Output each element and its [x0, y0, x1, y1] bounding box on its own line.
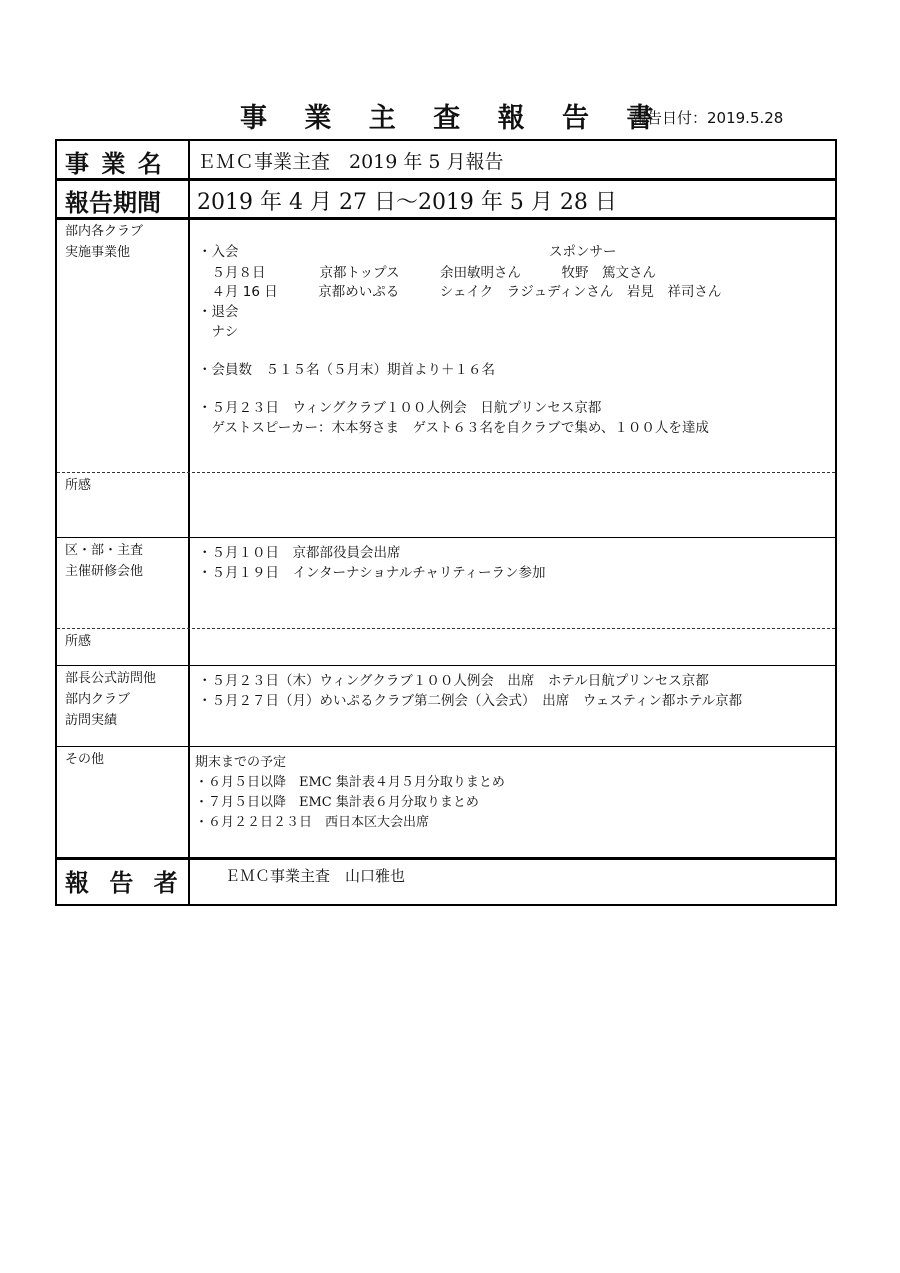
regional-label: 区・部・主査 主催研修会他 — [65, 543, 144, 579]
activity-line: ４月 16 日 京都めいぷる シェイク ラジュディンさん 岩見 祥司さん — [198, 284, 722, 300]
activity-line: ナシ — [198, 324, 239, 340]
regional-line: ・５月１０日 京都部役員会出席 — [198, 545, 401, 561]
reporter-value: ＥＭＣ事業主査 山口雅也 — [225, 867, 406, 885]
other-line: 期末までの予定 — [195, 755, 287, 770]
document-title: 事 業 主 査 報 告 書 — [240, 103, 668, 134]
row-divider — [57, 746, 835, 747]
row-divider — [57, 217, 835, 220]
activity-line: ゲストスピーカー：木本努さま ゲスト６３名を自クラブで集め、１００人を達成 — [198, 420, 709, 436]
period-value: 2019 年 4 月 27 日〜2019 年 5 月 28 日 — [197, 190, 617, 215]
business-name-value: ＥＭＣ事業主査 2019 年 5 月報告 — [197, 151, 504, 173]
row-divider — [57, 178, 835, 181]
dashed-divider — [57, 628, 835, 629]
row-divider — [57, 537, 835, 538]
activity-line: ・入会 スポンサー — [198, 244, 617, 260]
business-name-label: 事 業 名 — [65, 150, 164, 178]
other-label: その他 — [65, 752, 105, 767]
activity-line: ・５月２３日 ウィングクラブ１００人例会 日航プリンセス京都 — [198, 400, 602, 416]
activity-line: ・会員数 ５１５名（５月末）期首より＋１６名 — [198, 362, 495, 378]
activity-line: ５月８日 京都トップス 余田敏明さん 牧野 篤文さん — [198, 265, 657, 281]
other-line: ・６月２２日２３日 西日本区大会出席 — [195, 815, 430, 830]
other-line: ・７月５日以降 EMC 集計表６月分取りまとめ — [195, 795, 479, 810]
impression-label: 所感 — [65, 634, 92, 649]
visit-line: ・５月２３日（木）ウィングクラブ１００人例会 出席 ホテル日航プリンセス京都 — [198, 673, 709, 689]
other-line: ・６月５日以降 EMC 集計表４月５月分取りまとめ — [195, 775, 505, 790]
report-date: 報告日付：2019.5.28 — [632, 109, 784, 127]
visits-label: 部長公式訪問他 部内クラブ 訪問実績 — [65, 671, 157, 728]
regional-line: ・５月１９日 インターナショナルチャリティーラン参加 — [198, 565, 546, 581]
column-divider — [188, 141, 190, 904]
impression-label: 所感 — [65, 478, 92, 493]
dashed-divider — [57, 472, 835, 473]
row-divider — [57, 857, 835, 860]
club-activities-label: 部内各クラブ 実施事業他 — [65, 224, 144, 260]
row-divider — [57, 665, 835, 666]
visit-line: ・５月２７日（月）めいぷるクラブ第二例会（入会式） 出席 ウェスティン都ホテル京都 — [198, 693, 743, 709]
report-form — [55, 139, 837, 906]
reporter-label: 報 告 者 — [65, 869, 184, 897]
period-label: 報告期間 — [65, 189, 161, 217]
activity-line: ・退会 — [198, 304, 239, 320]
